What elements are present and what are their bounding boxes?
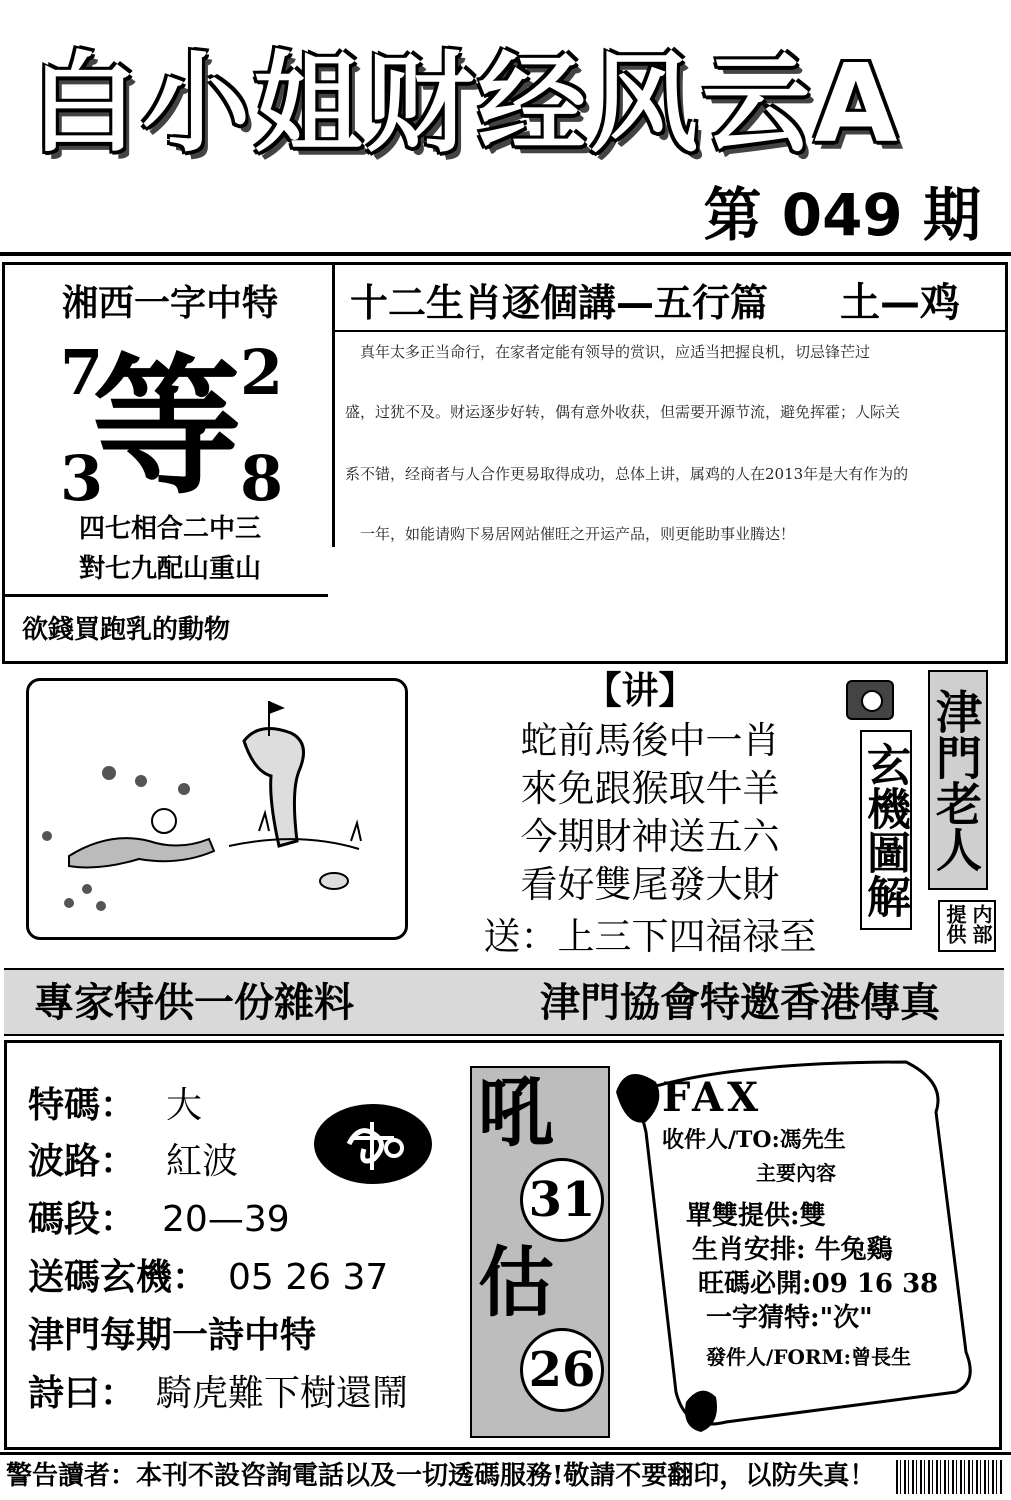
- right-panel-heading: 十二生肖逐個講—五行篇: [350, 281, 769, 325]
- riddle-line-1: 四七相合二中三: [78, 514, 261, 544]
- zodiac-tag: 土—鸡: [840, 280, 960, 326]
- info-item-poem-title: [28, 1316, 316, 1356]
- fax-line-4: 一字猜特:"次": [706, 1303, 873, 1333]
- golf-scene-icon: [29, 681, 405, 937]
- info-value: 紅波: [166, 1141, 239, 1182]
- info-value: 騎虎難下樹還鬧: [156, 1373, 409, 1414]
- info-value: 20—39: [162, 1199, 290, 1240]
- info-item-numbers: [28, 1258, 388, 1298]
- column-divider: [332, 262, 335, 547]
- number-bottom-left: 3: [60, 442, 104, 515]
- paragraph-line-4: 一年，如能请购下易居网站催旺之开运产品，则更能助事业腾达！: [360, 525, 796, 543]
- paragraph-line-1: 真年太多正当命行，在家者定能有领导的赏识，应适当把握良机，切忌锋芒过: [360, 343, 871, 361]
- info-label: 送碼玄機：: [28, 1257, 209, 1298]
- info-item-wave: [28, 1142, 238, 1182]
- fax-scroll: [606, 1052, 996, 1438]
- fax-line-1: 單雙提供:雙: [686, 1201, 826, 1231]
- info-item-special: [28, 1086, 202, 1126]
- emblem-icon: [314, 1104, 432, 1184]
- poem-line-4: 看好雙尾發大財: [520, 863, 780, 906]
- footer-divider: [0, 1452, 1011, 1455]
- left-panel-divider: [2, 594, 328, 597]
- info-label: 特碼：: [28, 1085, 137, 1126]
- camera-icon: [846, 680, 894, 720]
- banner-left-text: 專家特供一份雜料: [34, 979, 354, 1026]
- fax-subject: 主要內容: [756, 1161, 836, 1185]
- right-heading-underline: [335, 330, 1008, 332]
- page-title: 白小姐财经风云A: [30, 42, 902, 167]
- info-label: 碼段：: [28, 1199, 137, 1240]
- paragraph-line-2: 盛，过犹不及。财运逐步好转，偶有意外收获，但需要开源节流，避免挥霍；人际关: [345, 403, 901, 421]
- number-top-left: 7: [60, 336, 104, 409]
- banner-right-text: 津門協會特邀香港傳真: [540, 979, 940, 1026]
- info-label: 波路：: [28, 1141, 137, 1182]
- number-top-right: 2: [240, 336, 284, 409]
- info-value: 大: [166, 1085, 203, 1126]
- info-label: 津門每期一詩中特: [28, 1315, 317, 1356]
- fax-from: 發件人/FORM:曾長生: [706, 1345, 912, 1369]
- left-panel-heading: 湘西一字中特: [61, 283, 278, 324]
- info-label: 詩曰：: [28, 1373, 137, 1414]
- center-character: 等: [92, 339, 243, 515]
- poem-line-3: 今期財神送五六: [520, 815, 780, 858]
- info-item-range: [28, 1200, 290, 1240]
- estimate-char: 估: [478, 1238, 554, 1327]
- gift-line: 送：上三下四福禄至: [483, 915, 817, 958]
- riddle-note: 欲錢買跑乳的動物: [22, 615, 231, 645]
- stamp-box: [938, 900, 996, 952]
- barcode-icon: [896, 1460, 1004, 1494]
- speech-label: 【讲】: [584, 668, 696, 712]
- number-bottom-right: 8: [240, 442, 284, 515]
- issue-number: 第 049 期: [703, 181, 981, 249]
- info-value: 05 26 37: [228, 1257, 389, 1298]
- fax-title: FAX: [662, 1074, 763, 1121]
- fax-line-2: 生肖安排: 牛兔鷄: [692, 1235, 893, 1265]
- cartoon-illustration: [26, 678, 408, 940]
- roar-char: 吼: [478, 1068, 554, 1157]
- info-item-poem: [28, 1374, 408, 1414]
- paragraph-line-3: 系不错，经商者与人合作更易取得成功，总体上讲，属鸡的人在2013年是大有作为的: [345, 465, 909, 483]
- stamp-text-2: 内部: [969, 904, 993, 944]
- roar-number-1: 31: [520, 1158, 604, 1242]
- poem-line-2: 來免跟猴取牛羊: [520, 767, 780, 810]
- vertical-caption-right: 津門老人: [928, 670, 988, 890]
- vertical-caption-left: 玄機圖解: [860, 730, 912, 930]
- header-divider: [0, 252, 1011, 256]
- riddle-line-2: 對七九配山重山: [78, 554, 261, 584]
- stamp-text-1: 提供: [943, 904, 967, 944]
- banner-strip: [4, 968, 1004, 1036]
- swirl-icon: [314, 1104, 432, 1184]
- roar-number-2: 26: [520, 1328, 604, 1412]
- poem-line-1: 蛇前馬後中一肖: [520, 719, 780, 762]
- footer-warning: 警告讀者：本刊不設咨詢電話以及一切透碼服務!敬請不要翻印，以防失真！: [6, 1461, 876, 1491]
- fax-to: 收件人/TO:馮先生: [662, 1127, 846, 1153]
- fax-line-3: 旺碼必開:09 16 38: [698, 1269, 939, 1299]
